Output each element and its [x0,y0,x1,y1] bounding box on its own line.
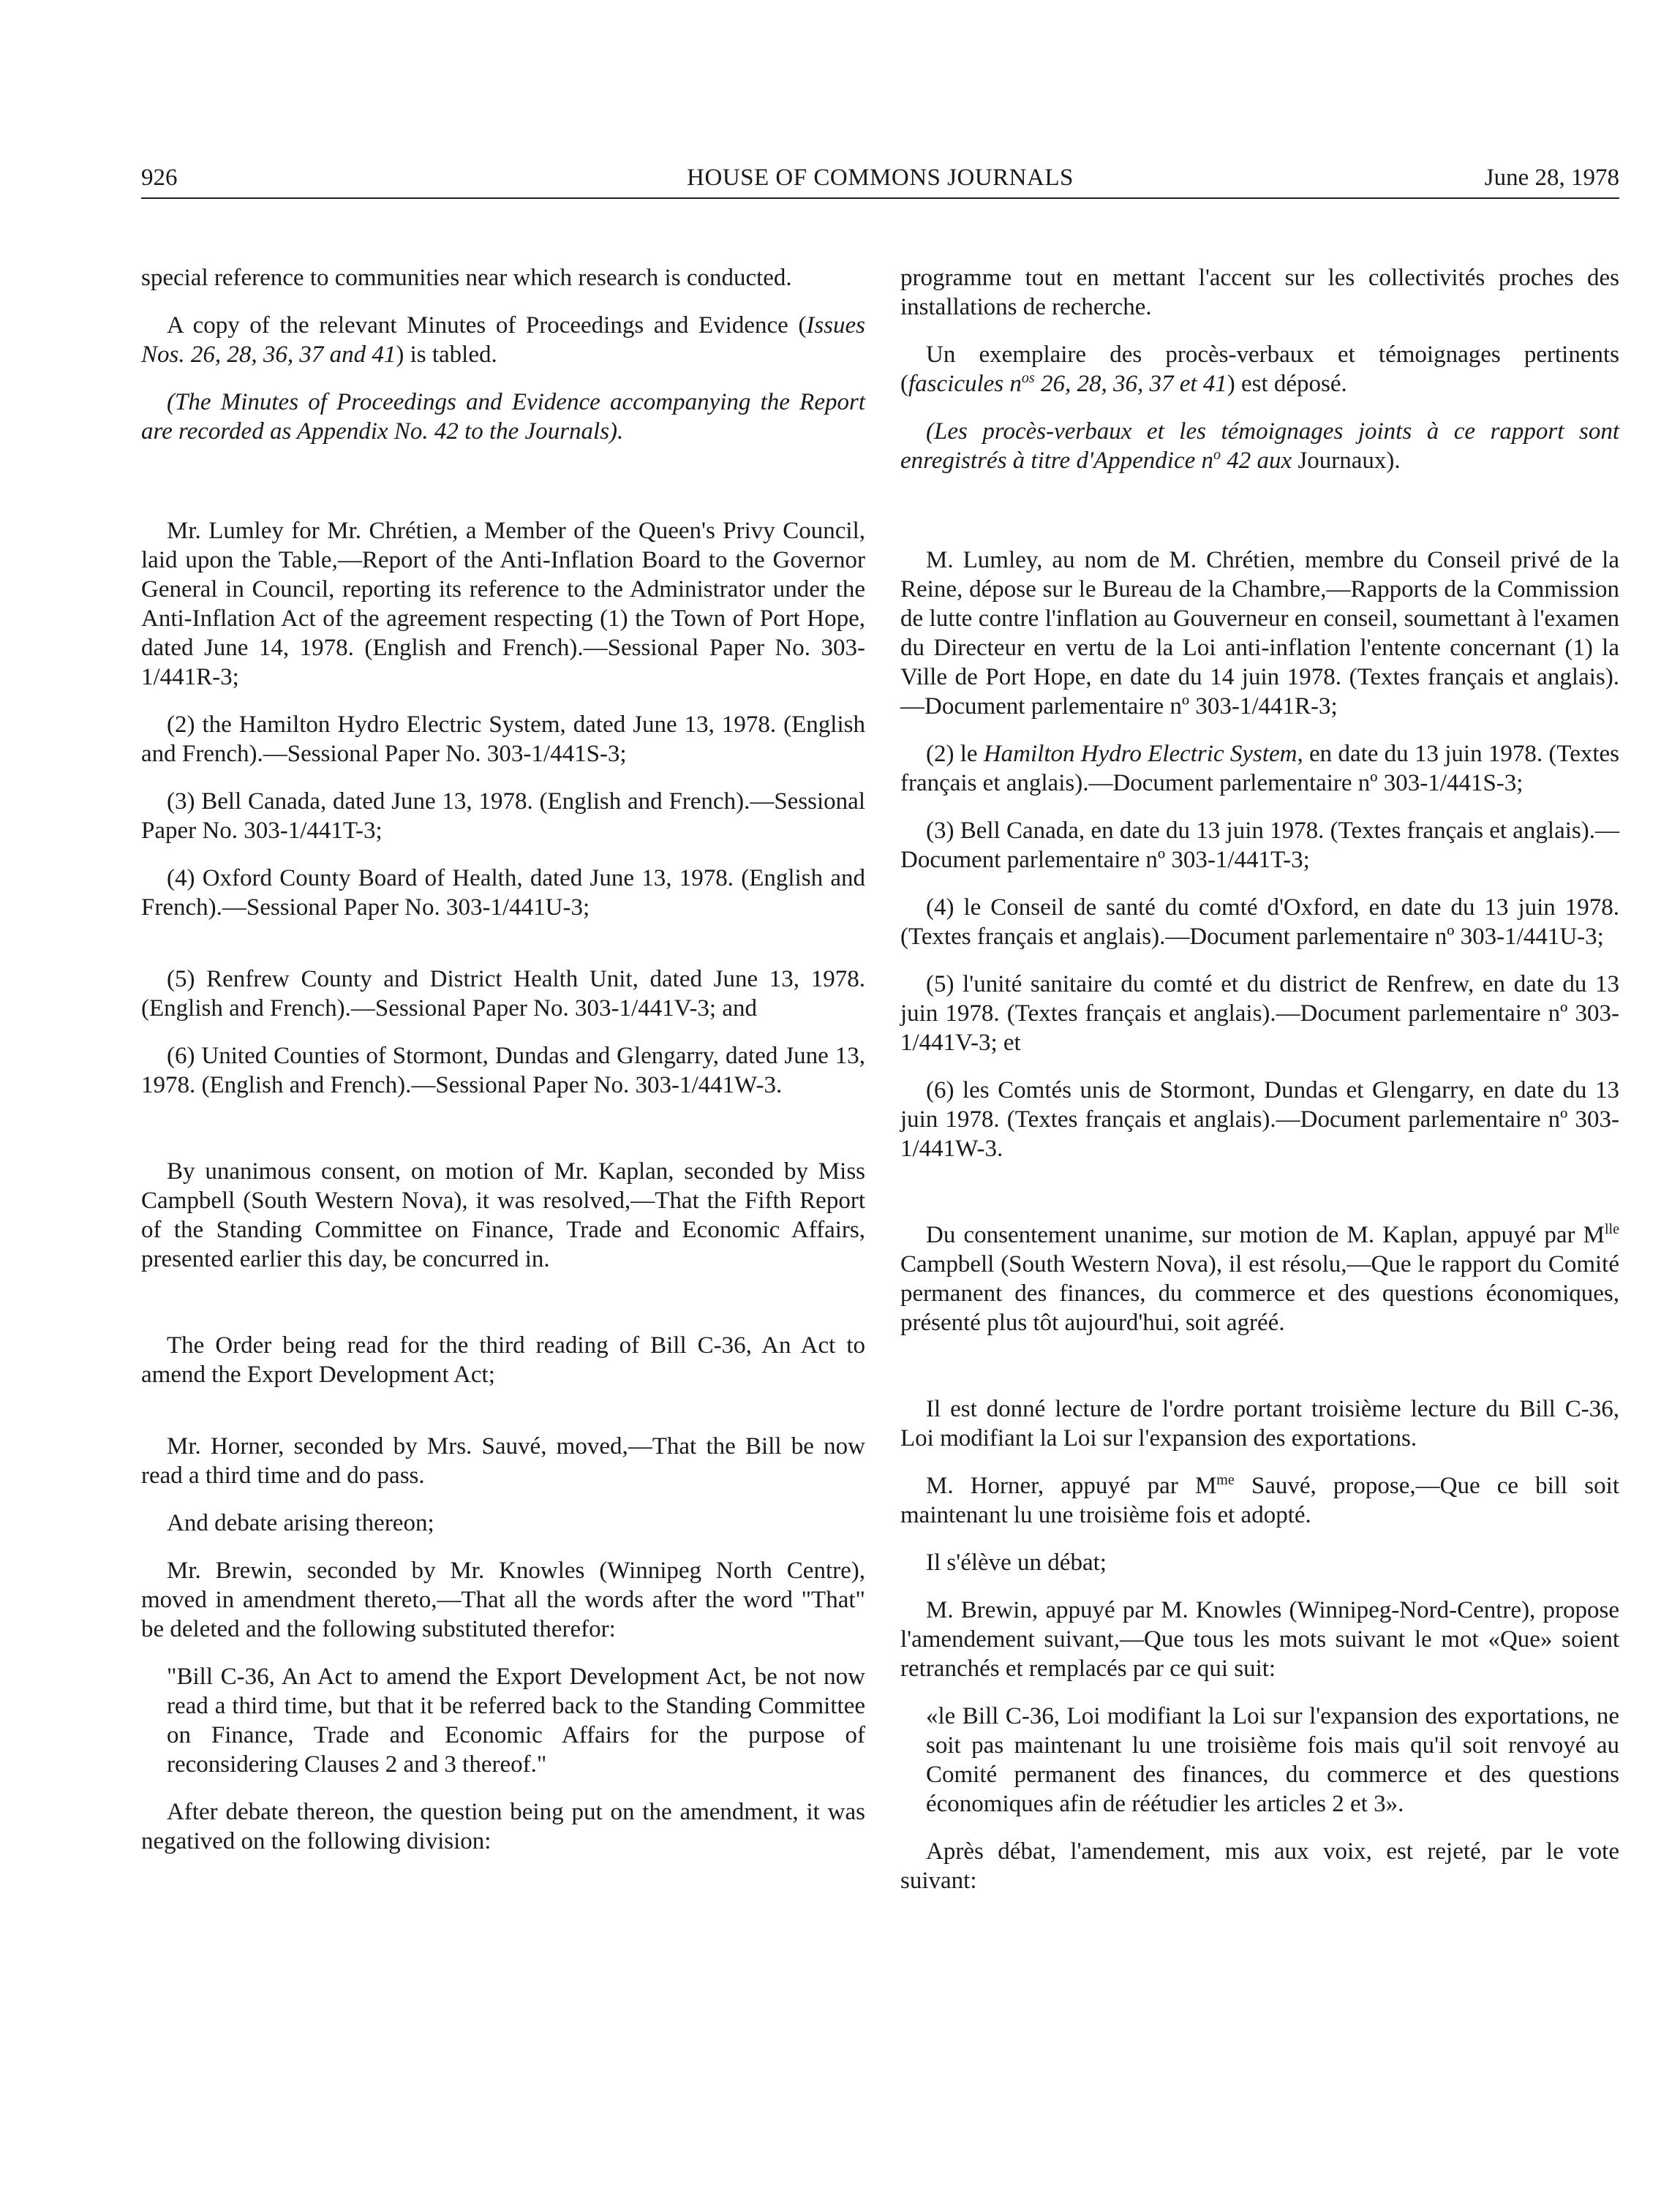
fr-order-third-reading: Il est donné lecture de l'ordre portant troisième lecture du Bill C-36, Loi modifiant la Loi sur l'expansion des exportations. [900,1396,1619,1452]
french-column [900,263,1619,1895]
fr-anti-inflation-report: M. Lumley, au nom de M. Chrétien, membre du Conseil privé de la Reine, dépose sur le Bureau de la Chambre,—Rapports de la Commission de lutte contre l'inflation au Gouverneur en conseil, soumettant à l'examen du Directeur en vertu de la Loi anti-inflation l'entente concernant (1) la Ville de Port Hope, en date du 14 juin 1978. (Textes français et anglais).—Document parlementaire nº 303-1/441R-3; [900,547,1619,720]
fr-horner-rest: Sauvé, propose,—Que ce bill soit maintenant lu une troisième fois et adopté. [900,1473,1619,1528]
fr-hamilton-prefix: (2) le [926,741,984,767]
en-item-bell: (3) Bell Canada, dated June 13, 1978. (English and French).—Sessional Paper No. 303-1/441T-3; [141,788,865,844]
en-appendix-note: (The Minutes of Proceedings and Evidence accompanying the Report are recorded as Appendix No. 42 to the Journals). [141,389,865,445]
en-minutes-text: A copy of the relevant Minutes of Proceedings and Evidence ( [167,312,807,339]
fr-issue-numbers: 26, 28, 36, 37 et 41 [1034,371,1227,397]
en-item-stormont: (6) United Counties of Stormont, Dundas and Glengarry, dated June 13, 1978. (English and French).—Sessional Paper No. 303-1/441W-3. [141,1043,865,1098]
en-order-third-reading: The Order being read for the third reading of Bill C-36, An Act to amend the Export Development Act; [141,1332,865,1388]
journal-title: HOUSE OF COMMONS JOURNALS [687,165,1074,191]
fr-appendix-sup: o [1213,447,1221,463]
fr-item-stormont: (6) les Comtés unis de Stormont, Dundas et Glengarry, en date du 13 juin 1978. (Textes français et anglais).—Document parlementaire nº 303-1/441W-3. [900,1077,1619,1162]
page-number: 926 [141,165,178,191]
fr-fascicules-text: fascicules n [908,371,1022,397]
fr-unanimous-consent [900,1220,1619,1337]
english-column [141,263,865,1856]
fr-journaux-text: Journaux). [1297,448,1401,474]
fr-horner-text: M. Horner, appuyé par M [926,1473,1217,1499]
fr-brewin-amendment: M. Brewin, appuyé par M. Knowles (Winnipeg-Nord-Centre), propose l'amendement suivant,—Que tous les mots suivant le mot «Que» soient retranchés et remplacés par ce qui suit: [900,1597,1619,1682]
fr-appendix-number: 42 aux [1221,448,1298,474]
fr-appendix-note [900,417,1619,475]
en-brewin-amendment: Mr. Brewin, seconded by Mr. Knowles (Winnipeg North Centre), moved in amendment thereto,—That all the words after the word "That" be deleted and the following substituted therefor: [141,1558,865,1642]
en-unanimous-consent: By unanimous consent, on motion of Mr. Kaplan, seconded by Miss Campbell (South Western Nova), it was resolved,—That the Fifth Report of the Standing Committee on Finance, Trade and Economic Affairs, presented earlier this day, be concurred in. [141,1158,865,1272]
fr-amendment-quote: «le Bill C-36, Loi modifiant la Loi sur l'expansion des exportations, ne soit pas maintenant lu une troisième fois mais qu'il soit renvoyé au Comité permanent des finances, du commerce et des questions économiques afin de réétudier les articles 2 et 3». [926,1703,1619,1817]
fr-division: Après débat, l'amendement, mis aux voix, est rejeté, par le vote suivant: [900,1838,1619,1894]
fr-item-renfrew: (5) l'unité sanitaire du comté et du district de Renfrew, en date du 13 juin 1978. (Textes français et anglais).—Document parlementaire nº 303-1/441V-3; et [900,971,1619,1056]
fr-item-bell: (3) Bell Canada, en date du 13 juin 1978. (Textes français et anglais).—Document parlementaire nº 303-1/441T-3; [900,818,1619,873]
fr-consent-rest: Campbell (South Western Nova), il est résolu,—Que le rapport du Comité permanent des finances, du commerce et des questions économiques, présenté plus tôt aujourd'hui, soit agréé. [900,1251,1619,1336]
page-date: June 28, 1978 [1484,165,1619,191]
en-item-hamilton: (2) the Hamilton Hydro Electric System, dated June 13, 1978. (English and French).—Sessional Paper No. 303-1/441S-3; [141,711,865,767]
fr-minutes-tabled [900,340,1619,399]
fr-consent-sup: lle [1605,1221,1619,1237]
fr-hamilton-name: Hamilton Hydro Electric System [983,741,1297,767]
fr-minutes-text: Un exemplaire des procès-verbaux et témoignages pertinents ( [900,341,1619,397]
en-division: After debate thereon, the question being put on the amendment, it was negatived on the following division: [141,1799,865,1854]
fr-tabled-text: ) est déposé. [1227,371,1347,397]
fr-item-oxford: (4) le Conseil de santé du comté d'Oxford, en date du 13 juin 1978. (Textes français et anglais).—Document parlementaire nº 303-1/441U-3; [900,894,1619,950]
en-item-oxford: (4) Oxford County Board of Health, dated June 13, 1978. (English and French).—Sessional Paper No. 303-1/441U-3; [141,865,865,921]
en-minutes-tabled [141,311,865,369]
fr-horner-motion [900,1471,1619,1530]
en-debate-arising: And debate arising thereon; [167,1510,434,1536]
en-amendment-quote: "Bill C-36, An Act to amend the Export Development Act, be not now read a third time, but that it be referred back to the Standing Committee on Finance, Trade and Economic Affairs for the purpose of reconsidering Clauses 2 and 3 thereof." [167,1664,865,1778]
en-tabled-text: ) is tabled. [396,341,497,368]
en-item-renfrew: (5) Renfrew County and District Health Unit, dated June 13, 1978. (English and French).—Sessional Paper No. 303-1/441V-3; and [141,966,865,1022]
fr-horner-sup: me [1216,1472,1235,1488]
fr-item-hamilton [900,739,1619,798]
en-anti-inflation-report: Mr. Lumley for Mr. Chrétien, a Member of the Queen's Privy Council, laid upon the Table,—Report of the Anti-Inflation Board to the Governor General in Council, reporting its reference to the Administrator under the Anti-Inflation Act of the agreement respecting (1) the Town of Port Hope, dated June 14, 1978. (English and French).—Sessional Paper No. 303-1/441R-3; [141,518,865,690]
fr-appendix-text: (Les procès-verbaux et les témoignages joints à ce rapport sont enregistrés à titre d'Appendice n [900,418,1619,474]
en-continued-paragraph: special reference to communities near which research is conducted. [141,265,792,291]
fr-debate-arising: Il s'élève un débat; [926,1549,1107,1576]
fr-continued-paragraph: programme tout en mettant l'accent sur les collectivités proches des installations de recherche. [900,265,1619,320]
en-issues-text: Issues Nos. 26, 28, 36, 37 and 41 [141,312,865,368]
fr-consent-text: Du consentement unanime, sur motion de M. Kaplan, appuyé par M [926,1222,1605,1248]
page-header [141,161,1619,199]
en-horner-motion: Mr. Horner, seconded by Mrs. Sauvé, moved,—That the Bill be now read a third time and do pass. [141,1433,865,1489]
fr-fascicules-sup: os [1021,370,1035,386]
fr-hamilton-rest: , en date du 13 juin 1978. (Textes français et anglais).—Document parlementaire nº 303-1/441S-3; [900,741,1620,796]
